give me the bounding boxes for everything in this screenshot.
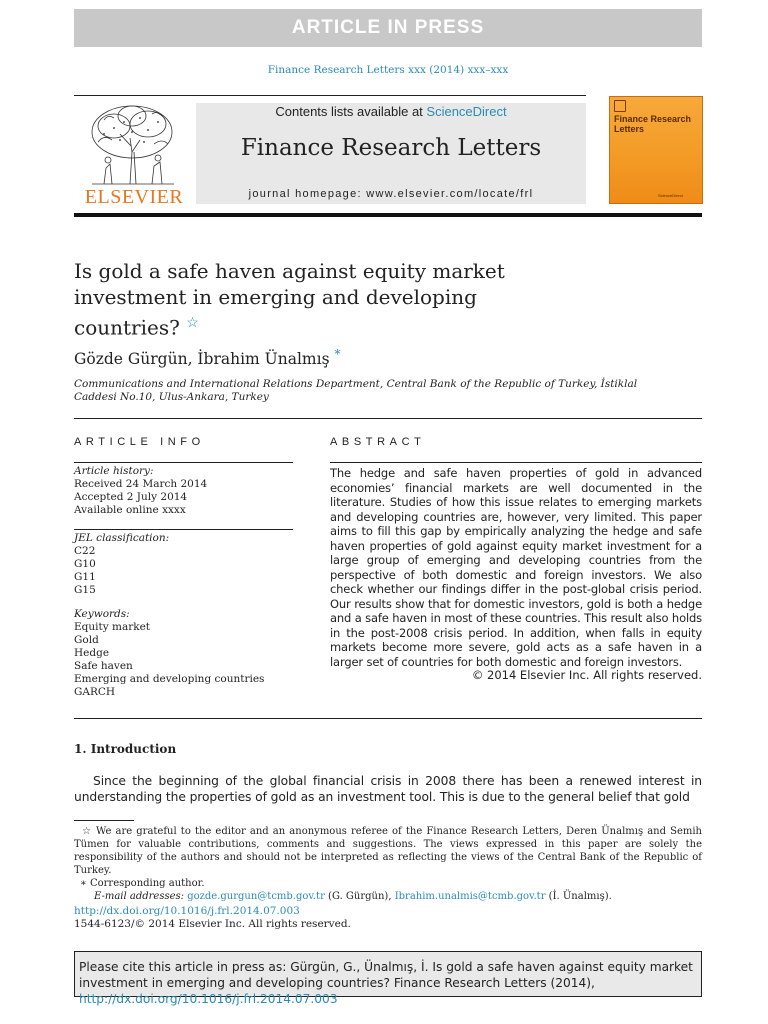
keyword: Gold xyxy=(74,634,99,646)
abstract-text: The hedge and safe haven properties of gold in advanced economies’ financial markets are well documented in the literature. Studies of how this issue relates to emerging markets and developing countries are, however, very limited. This paper aims to fill this gap by empirically analyzing the hedge and safe haven properties of gold against equity market investment for a large group of emerging and developing countries from the perspective of both domestic and foreign investors. We also check whether our findings differ in the post-global crisis period. Our results show that for domestic investors, gold is both a hedge and a safe haven in most of these countries. This result also holds in the post-2008 crisis period. In addition, when falls in equity markets become more severe, gold acts as a safe haven in a larger set of countries for both domestic and foreign investors. xyxy=(330,466,702,669)
acknowledgement-text: We are grateful to the editor and an anonymous referee of the Finance Research Letters, Deren Ünalmış and Semih Tümen for valuable contributions, comments and suggestions. The views expressed in this paper are solely the responsibility of the authors and should not be interpreted as reflecting the views of the Central Bank of the Republic of Turkey. xyxy=(74,826,702,876)
cover-footer: ScienceDirect xyxy=(658,193,683,198)
corresponding-text: Corresponding author. xyxy=(89,878,205,889)
divider xyxy=(74,418,702,419)
history-received: Received 24 March 2014 xyxy=(74,478,208,490)
elsevier-tree-icon xyxy=(74,102,192,186)
abstract-copyright: © 2014 Elsevier Inc. All rights reserved. xyxy=(471,668,702,682)
divider xyxy=(74,529,293,530)
article-in-press-banner: ARTICLE IN PRESS xyxy=(74,9,702,47)
contents-prefix: Contents lists available at xyxy=(275,104,427,119)
corresponding-footnote xyxy=(74,877,702,890)
jel-label: JEL classification: xyxy=(74,532,170,544)
title-footnote-star-icon[interactable]: ☆ xyxy=(186,315,199,331)
header-bottom-rule xyxy=(74,213,702,217)
doi-link[interactable]: http://dx.doi.org/10.1016/j.frl.2014.07.003 xyxy=(74,905,300,917)
keyword: GARCH xyxy=(74,686,116,698)
authors-text: Gözde Gürgün, İbrahim Ünalmış xyxy=(74,350,330,369)
affiliation: Communications and International Relations Department, Central Bank of the Republic of Turkey, İstiklal Caddesi No.10, Ulus-Ankara, Turkey xyxy=(74,378,638,403)
header-top-rule xyxy=(74,95,586,96)
jel-classification xyxy=(74,532,293,597)
cover-title: Finance Research Letters xyxy=(614,114,692,134)
corresponding-author-mark[interactable]: * xyxy=(334,347,341,361)
publisher-wordmark: ELSEVIER xyxy=(84,186,184,208)
email-owner: (G. Gürgün), xyxy=(324,891,395,902)
article-title-text: Is gold a safe haven against equity market investment in emerging and developing countries? xyxy=(74,259,505,340)
divider xyxy=(330,462,702,463)
journal-cover-thumbnail[interactable] xyxy=(609,96,703,204)
journal-homepage[interactable]: journal homepage: www.elsevier.com/locate/frl xyxy=(248,188,534,200)
history-accepted: Accepted 2 July 2014 xyxy=(74,491,188,503)
keyword: Emerging and developing countries xyxy=(74,673,265,685)
citation-box xyxy=(74,951,702,1006)
journal-reference[interactable]: Finance Research Letters xxx (2014) xxx–xxx xyxy=(267,64,509,76)
jel-code: G15 xyxy=(74,584,96,596)
history-online: Available online xxxx xyxy=(74,504,186,516)
article-info-heading: ARTICLE INFO xyxy=(74,436,205,448)
keywords-label: Keywords: xyxy=(74,608,130,620)
cover-elsevier-icon xyxy=(614,100,626,112)
issn-line: 1544-6123/© 2014 Elsevier Inc. All rights reserved. xyxy=(74,918,351,930)
journal-title: Finance Research Letters xyxy=(240,135,542,161)
jel-code: G11 xyxy=(74,571,96,583)
jel-code: G10 xyxy=(74,558,96,570)
keyword: Safe haven xyxy=(74,660,133,672)
footnote-star-icon: ☆ xyxy=(82,826,92,837)
keywords xyxy=(74,608,293,699)
article-title xyxy=(74,258,544,341)
contents-lists-line xyxy=(196,104,586,119)
email-link-gurgun[interactable]: gozde.gurgun@tcmb.gov.tr xyxy=(187,891,325,902)
abstract-heading: ABSTRACT xyxy=(330,436,426,448)
author-list xyxy=(74,347,702,368)
introduction-text: Since the beginning of the global financial crisis in 2008 there has been a renewed interest in understanding the properties of gold as an investment tool. This is due to the general belief that gold xyxy=(74,774,702,804)
article-history xyxy=(74,465,293,517)
footnote-rule xyxy=(74,820,134,821)
keyword: Hedge xyxy=(74,647,110,659)
divider xyxy=(74,718,702,719)
acknowledgement-footnote xyxy=(74,825,702,877)
email-owner: (İ. Ünalmış). xyxy=(545,891,612,902)
jel-code: C22 xyxy=(74,545,96,557)
citation-text: Please cite this article in press as: Gürgün, G., Ünalmış, İ. Is gold a safe haven against equity market investment in emerging and developing countries? Finance Research Letters (2014), xyxy=(79,960,693,990)
divider xyxy=(74,462,293,463)
keyword: Equity market xyxy=(74,621,151,633)
introduction-heading: 1. Introduction xyxy=(74,742,177,756)
citation-doi-link[interactable]: http://dx.doi.org/10.1016/j.frl.2014.07.003 xyxy=(79,992,338,1006)
footnotes xyxy=(74,825,702,903)
sciencedirect-link[interactable]: ScienceDirect xyxy=(426,104,507,119)
footnote-asterisk: ∗ xyxy=(80,878,87,889)
email-link-unalmis[interactable]: Ibrahim.unalmis@tcmb.gov.tr xyxy=(394,891,546,902)
email-label: E-mail addresses: xyxy=(94,891,188,902)
history-label: Article history: xyxy=(74,465,154,477)
email-footnote xyxy=(74,890,702,903)
